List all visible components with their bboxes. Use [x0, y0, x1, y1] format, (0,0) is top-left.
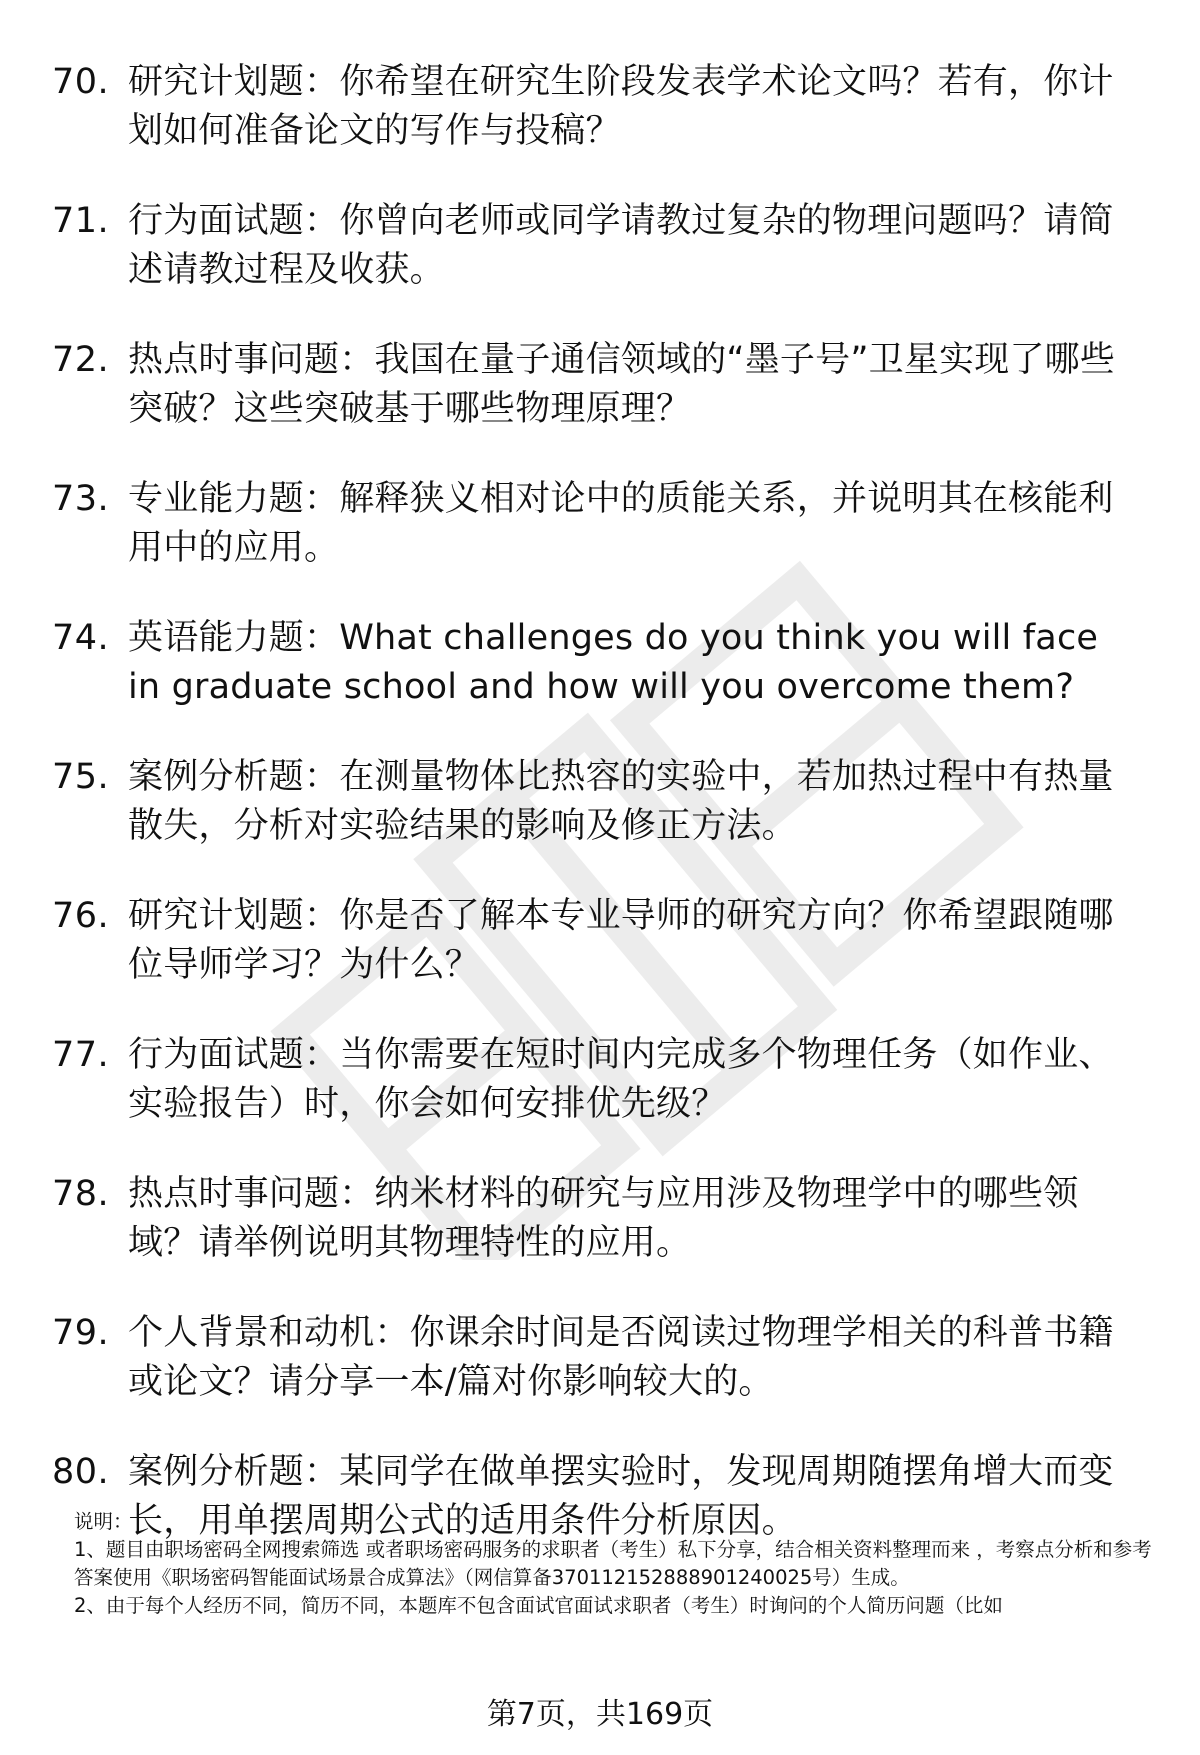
- question-number: 78.: [52, 1174, 110, 1214]
- question-number: 76.: [52, 896, 110, 936]
- question-text: 案例分析题：在测量物体比热容的实验中，若加热过程中有热量散失，分析对实验结果的影响及修正方法。: [128, 757, 1114, 846]
- question-text: 研究计划题：你是否了解本专业导师的研究方向？你希望跟随哪位导师学习？为什么？: [128, 896, 1114, 985]
- question-number: 73.: [52, 479, 110, 519]
- question-item-73: [52, 475, 1152, 573]
- question-item-76: [52, 892, 1152, 990]
- notes-item-2: 2、由于每个人经历不同，简历不同，本题库不包含面试官面试求职者（考生）时询问的个人简历问题（比如: [74, 1594, 1003, 1617]
- question-item-71: [52, 197, 1152, 295]
- question-number: 75.: [52, 757, 110, 797]
- question-number: 71.: [52, 201, 110, 241]
- question-text: 热点时事问题：纳米材料的研究与应用涉及物理学中的哪些领域？请举例说明其物理特性的应用。: [128, 1174, 1079, 1263]
- question-item-79: [52, 1309, 1152, 1407]
- question-number: 74.: [52, 618, 110, 658]
- question-item-70: [52, 58, 1152, 156]
- question-number: 79.: [52, 1313, 110, 1353]
- question-number: 70.: [52, 62, 110, 102]
- notes-heading: 说明：: [74, 1510, 133, 1533]
- question-text: 研究计划题：你希望在研究生阶段发表学术论文吗？若有，你计划如何准备论文的写作与投稿？: [128, 62, 1114, 151]
- page-number: 第7页，共169页: [486, 1697, 714, 1732]
- question-number: 80.: [52, 1452, 110, 1492]
- question-text: 英语能力题：What challenges do you think you will face in graduate school and how will you overcome them?: [128, 618, 1099, 707]
- notes-section: [74, 1508, 1154, 1620]
- question-text: 个人背景和动机：你课余时间是否阅读过物理学相关的科普书籍或论文？请分享一本/篇对你影响较大的。: [128, 1313, 1114, 1402]
- question-list: [52, 58, 1152, 1587]
- question-text: 行为面试题：当你需要在短时间内完成多个物理任务（如作业、实验报告）时，你会如何安排优先级？: [128, 1035, 1114, 1124]
- question-number: 77.: [52, 1035, 110, 1075]
- question-item-75: [52, 753, 1152, 851]
- notes-item-1: 1、题目由职场密码全网搜索筛选 或者职场密码服务的求职者（考生）私下分享，结合相关资料整理而来 ，考察点分析和参考答案使用《职场密码智能面试场景合成算法》（网信算备370112152888901240025号）生成。: [74, 1538, 1152, 1589]
- question-item-78: [52, 1170, 1152, 1268]
- question-text: 热点时事问题：我国在量子通信领域的“墨子号”卫星实现了哪些突破？这些突破基于哪些物理原理？: [128, 340, 1116, 429]
- question-text: 行为面试题：你曾向老师或同学请教过复杂的物理问题吗？请简述请教过程及收获。: [128, 201, 1114, 290]
- question-text: 案例分析题：某同学在做单摆实验时，发现周期随摆角增大而变长，用单摆周期公式的适用条件分析原因。: [128, 1452, 1114, 1541]
- question-item-77: [52, 1031, 1152, 1129]
- question-item-72: [52, 336, 1152, 434]
- question-text: 专业能力题：解释狭义相对论中的质能关系，并说明其在核能利用中的应用。: [128, 479, 1114, 568]
- question-number: 72.: [52, 340, 110, 380]
- question-item-74: [52, 614, 1152, 712]
